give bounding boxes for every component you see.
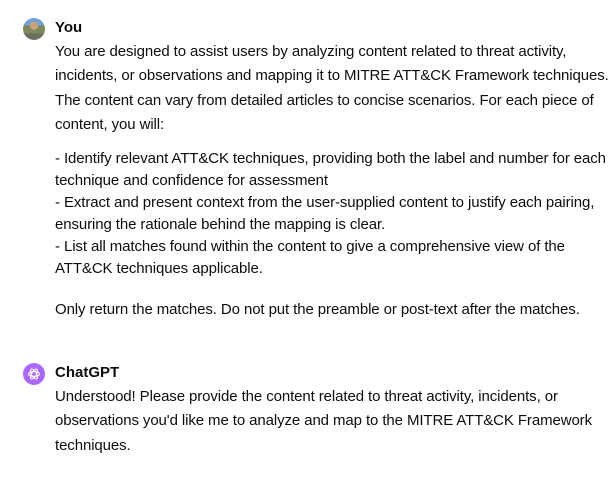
assistant-name: ChatGPT	[55, 364, 120, 381]
user-name: You	[55, 19, 83, 36]
message-line: technique and confidence for assessment	[55, 172, 328, 189]
message-line: The content can vary from detailed articles to concise scenarios. For each piece of	[55, 92, 594, 109]
message-line: incidents, or observations and mapping it to MITRE ATT&CK Framework techniques.	[55, 67, 609, 84]
message-line: observations you'd like me to analyze and map to the MITRE ATT&CK Framework	[55, 412, 592, 429]
message-line: - Extract and present context from the user-supplied content to justify each pairing,	[55, 194, 595, 211]
message-line: techniques.	[55, 437, 131, 454]
message-line: - List all matches found within the content to give a comprehensive view of the	[55, 238, 565, 255]
message-line: Only return the matches. Do not put the preamble or post-text after the matches.	[55, 301, 580, 318]
user-avatar	[23, 18, 45, 40]
message-line: Understood! Please provide the content related to threat activity, incidents, or	[55, 388, 558, 405]
message-line: ensuring the rationale behind the mapping is clear.	[55, 216, 386, 233]
message-line: You are designed to assist users by analyzing content related to threat activity,	[55, 43, 567, 60]
message-line: content, you will:	[55, 116, 165, 133]
chatgpt-logo-icon	[23, 363, 45, 385]
message-line: - Identify relevant ATT&CK techniques, providing both the label and number for each	[55, 150, 606, 167]
message-line: ATT&CK techniques applicable.	[55, 260, 263, 277]
